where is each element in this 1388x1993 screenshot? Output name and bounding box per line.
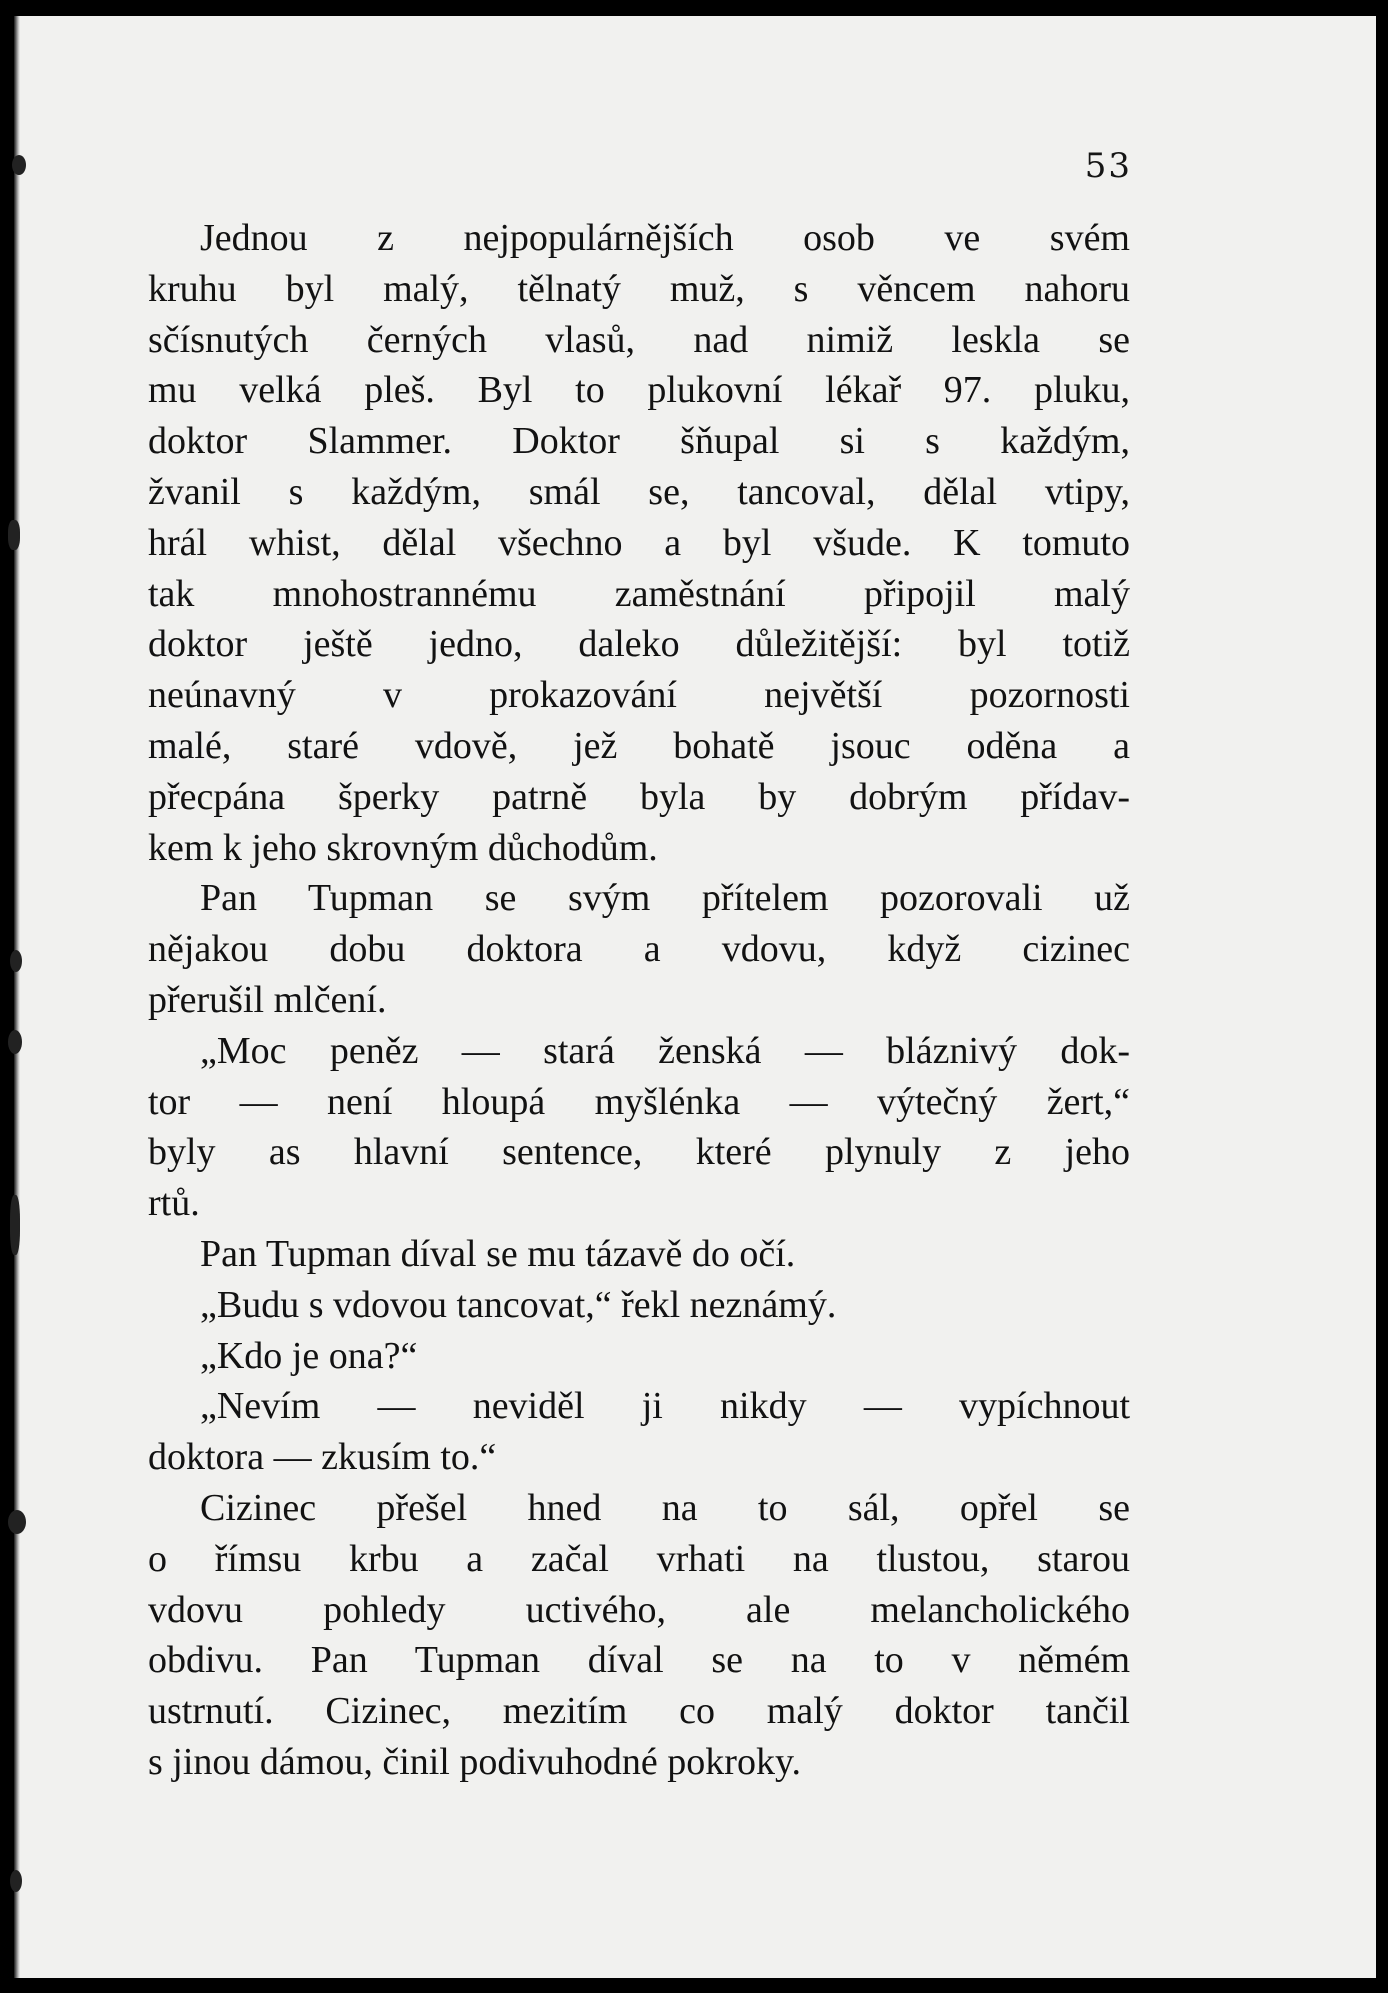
page-binding-edge bbox=[14, 16, 20, 1978]
text-line: žvanil s každým, smál se, tancoval, dělal vtipy, bbox=[148, 470, 1130, 513]
ink-speck bbox=[8, 520, 20, 550]
ink-speck bbox=[8, 1030, 22, 1054]
paragraph bbox=[148, 873, 1130, 1025]
ink-speck bbox=[10, 1870, 22, 1892]
text-line: Pan Tupman se svým přítelem pozorovali už bbox=[200, 877, 1130, 920]
text-line: mu velká pleš. Byl to plukovní lékař 97. pluku, bbox=[148, 369, 1130, 412]
text-line: „Kdo je ona?“ bbox=[200, 1334, 418, 1377]
ink-speck bbox=[8, 1510, 26, 1534]
text-line: přerušil mlčení. bbox=[148, 978, 387, 1021]
paragraph bbox=[148, 1483, 1130, 1788]
text-line: obdivu. Pan Tupman díval se na to v němém bbox=[148, 1639, 1130, 1682]
text-line: přecpána šperky patrně byla by dobrým přídav- bbox=[148, 775, 1130, 818]
paragraph bbox=[148, 1381, 1130, 1483]
text-line: doktor Slammer. Doktor šňupal si s každým, bbox=[148, 420, 1130, 463]
text-line: Cizinec přešel hned na to sál, opřel se bbox=[200, 1486, 1130, 1529]
ink-speck bbox=[10, 1195, 20, 1255]
text-line: vdovu pohledy uctivého, ale melancholického bbox=[148, 1588, 1130, 1631]
paragraph bbox=[148, 1331, 1130, 1382]
text-line: „Budu s vdovou tancovat,“ řekl neznámý. bbox=[200, 1283, 837, 1326]
text-line: „Moc peněz — stará ženská — bláznivý dok- bbox=[200, 1029, 1130, 1072]
text-line: tor — není hloupá myšlénka — výtečný žert,“ bbox=[148, 1080, 1130, 1123]
text-line: hrál whist, dělal všechno a byl všude. K tomuto bbox=[148, 521, 1130, 564]
page-number: 53 bbox=[1084, 146, 1132, 186]
paragraph bbox=[148, 1280, 1130, 1331]
text-line: tak mnohostrannému zaměstnání připojil malý bbox=[148, 572, 1130, 615]
text-line: „Nevím — neviděl ji nikdy — vypíchnout bbox=[200, 1385, 1130, 1428]
text-line: s jinou dámou, činil podivuhodné pokroky. bbox=[148, 1740, 801, 1783]
ink-speck bbox=[10, 950, 22, 972]
text-line: malé, staré vdově, jež bohatě jsouc oděna a bbox=[148, 724, 1130, 767]
text-line: doktora — zkusím to.“ bbox=[148, 1436, 497, 1479]
paragraph bbox=[148, 1026, 1130, 1229]
text-line: kruhu byl malý, tělnatý muž, s věncem nahoru bbox=[148, 267, 1130, 310]
text-line: Pan Tupman díval se mu tázavě do očí. bbox=[200, 1232, 796, 1275]
paragraph bbox=[148, 1229, 1130, 1280]
text-line: nějakou dobu doktora a vdovu, když cizinec bbox=[148, 928, 1130, 971]
text-line: kem k jeho skrovným důchodům. bbox=[148, 826, 658, 869]
text-line: sčísnutých černých vlasů, nad nimiž leskla se bbox=[148, 318, 1130, 361]
paragraph bbox=[148, 213, 1130, 873]
text-line: o římsu krbu a začal vrhati na tlustou, starou bbox=[148, 1537, 1130, 1580]
text-line: doktor ještě jedno, daleko důležitější: byl totiž bbox=[148, 623, 1130, 666]
text-line: Jednou z nejpopulárnějších osob ve svém bbox=[200, 217, 1130, 259]
text-line: ustrnutí. Cizinec, mezitím co malý doktor tančil bbox=[148, 1690, 1130, 1733]
text-line: rtů. bbox=[148, 1182, 200, 1225]
text-line: byly as hlavní sentence, které plynuly z jeho bbox=[148, 1131, 1130, 1174]
text-line: neúnavný v prokazování největší pozornosti bbox=[148, 674, 1130, 717]
ink-speck bbox=[12, 155, 26, 175]
body-text bbox=[148, 213, 1130, 1788]
